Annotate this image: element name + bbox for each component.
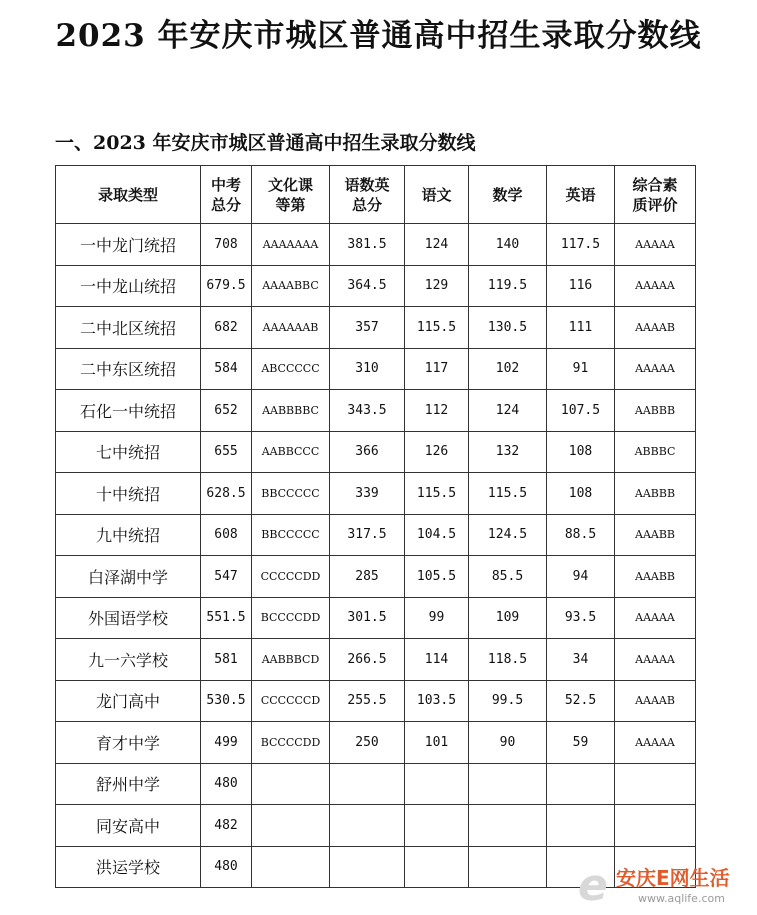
table-cell: 119.5 bbox=[469, 265, 547, 307]
table-cell: 102 bbox=[469, 348, 547, 390]
table-cell: 381.5 bbox=[330, 224, 405, 266]
table-cell: 85.5 bbox=[469, 556, 547, 598]
column-header bbox=[56, 166, 201, 224]
table-cell: 117.5 bbox=[547, 224, 615, 266]
table-cell: 652 bbox=[201, 390, 252, 432]
table-cell: 育才中学 bbox=[56, 722, 201, 764]
table-cell: 112 bbox=[405, 390, 469, 432]
table-cell: 628.5 bbox=[201, 473, 252, 515]
table-cell: BBCCCCC bbox=[252, 473, 330, 515]
table-cell: 115.5 bbox=[405, 307, 469, 349]
table-cell: 250 bbox=[330, 722, 405, 764]
table-cell: 洪运学校 bbox=[56, 846, 201, 888]
table-cell: AAAAA bbox=[615, 639, 696, 681]
table-cell: AAAAA bbox=[615, 265, 696, 307]
table-row bbox=[56, 680, 696, 722]
table-cell: 88.5 bbox=[547, 514, 615, 556]
table-cell: 551.5 bbox=[201, 597, 252, 639]
table-cell: ABBBC bbox=[615, 431, 696, 473]
table-cell: 59 bbox=[547, 722, 615, 764]
table-cell: 同安高中 bbox=[56, 805, 201, 847]
table-row bbox=[56, 639, 696, 681]
table-cell: CCCCCDD bbox=[252, 556, 330, 598]
watermark-logo-icon: e bbox=[578, 860, 608, 911]
table-cell: AAAAA bbox=[615, 722, 696, 764]
page-title: 2023 年安庆市城区普通高中招生录取分数线 bbox=[55, 18, 702, 54]
table-cell: AAABB bbox=[615, 514, 696, 556]
table-cell bbox=[469, 805, 547, 847]
table-cell: CCCCCCD bbox=[252, 680, 330, 722]
table-cell: 366 bbox=[330, 431, 405, 473]
table-cell bbox=[469, 846, 547, 888]
table-cell: 外国语学校 bbox=[56, 597, 201, 639]
table-cell bbox=[330, 763, 405, 805]
table-cell bbox=[547, 763, 615, 805]
table-cell: 116 bbox=[547, 265, 615, 307]
column-header-text: 质评价 bbox=[632, 195, 678, 214]
table-cell: 357 bbox=[330, 307, 405, 349]
table-cell: 117 bbox=[405, 348, 469, 390]
table-cell bbox=[615, 805, 696, 847]
table-cell: 99 bbox=[405, 597, 469, 639]
table-cell bbox=[252, 805, 330, 847]
table-cell: AAAAB bbox=[615, 680, 696, 722]
table-cell: BCCCCDD bbox=[252, 722, 330, 764]
table-cell: 一中龙山统招 bbox=[56, 265, 201, 307]
column-header-text: 语文 bbox=[421, 185, 452, 204]
table-cell: 364.5 bbox=[330, 265, 405, 307]
table-cell: 石化一中统招 bbox=[56, 390, 201, 432]
table-row bbox=[56, 805, 696, 847]
table-cell: 708 bbox=[201, 224, 252, 266]
table-cell: 115.5 bbox=[405, 473, 469, 515]
table-cell: AABBB bbox=[615, 390, 696, 432]
column-header-text: 英语 bbox=[565, 185, 596, 204]
table-cell: 129 bbox=[405, 265, 469, 307]
table-cell: AAAABBC bbox=[252, 265, 330, 307]
table-cell: 126 bbox=[405, 431, 469, 473]
table-cell: BBCCCCC bbox=[252, 514, 330, 556]
watermark-url: www.aqlife.com bbox=[638, 892, 725, 905]
table-cell: 九中统招 bbox=[56, 514, 201, 556]
table-row bbox=[56, 265, 696, 307]
table-cell: AABBBBC bbox=[252, 390, 330, 432]
table-cell: 480 bbox=[201, 846, 252, 888]
site-watermark bbox=[578, 858, 753, 912]
table-cell: 132 bbox=[469, 431, 547, 473]
table-cell: 317.5 bbox=[330, 514, 405, 556]
table-cell bbox=[405, 846, 469, 888]
table-cell: 118.5 bbox=[469, 639, 547, 681]
column-header-text: 数学 bbox=[492, 185, 523, 204]
table-row bbox=[56, 224, 696, 266]
table-cell: 655 bbox=[201, 431, 252, 473]
table-cell: 339 bbox=[330, 473, 405, 515]
table-cell: AAAAA bbox=[615, 348, 696, 390]
table-row bbox=[56, 514, 696, 556]
table-cell: 90 bbox=[469, 722, 547, 764]
table-cell: 龙门高中 bbox=[56, 680, 201, 722]
table-cell: ABCCCCC bbox=[252, 348, 330, 390]
table-cell: 480 bbox=[201, 763, 252, 805]
table-cell: 二中北区统招 bbox=[56, 307, 201, 349]
table-cell: AAAAAAB bbox=[252, 307, 330, 349]
table-cell: 499 bbox=[201, 722, 252, 764]
table-row bbox=[56, 597, 696, 639]
table-cell: 310 bbox=[330, 348, 405, 390]
column-header-text: 等第 bbox=[275, 195, 306, 214]
table-cell: 584 bbox=[201, 348, 252, 390]
table-row bbox=[56, 390, 696, 432]
table-cell: 482 bbox=[201, 805, 252, 847]
table-cell bbox=[330, 805, 405, 847]
column-header bbox=[330, 166, 405, 224]
table-cell bbox=[405, 805, 469, 847]
table-cell bbox=[547, 805, 615, 847]
table-cell: 124 bbox=[405, 224, 469, 266]
table-cell: AAAAA bbox=[615, 224, 696, 266]
column-header bbox=[615, 166, 696, 224]
table-cell: AAAAAAA bbox=[252, 224, 330, 266]
column-header bbox=[405, 166, 469, 224]
table-cell: 682 bbox=[201, 307, 252, 349]
table-cell: AABBCCC bbox=[252, 431, 330, 473]
column-header bbox=[547, 166, 615, 224]
column-header-text: 总分 bbox=[210, 195, 241, 214]
table-cell: 34 bbox=[547, 639, 615, 681]
table-cell: 115.5 bbox=[469, 473, 547, 515]
admission-score-table bbox=[55, 165, 696, 888]
table-cell: 99.5 bbox=[469, 680, 547, 722]
table-cell: 530.5 bbox=[201, 680, 252, 722]
section-heading: 一、2023 年安庆市城区普通高中招生录取分数线 bbox=[55, 132, 476, 154]
table-cell bbox=[615, 763, 696, 805]
table-cell: 108 bbox=[547, 431, 615, 473]
table-cell: 二中东区统招 bbox=[56, 348, 201, 390]
table-cell: 608 bbox=[201, 514, 252, 556]
column-header-text: 录取类型 bbox=[97, 185, 158, 204]
table-cell bbox=[469, 763, 547, 805]
table-cell: 91 bbox=[547, 348, 615, 390]
table-row bbox=[56, 431, 696, 473]
table-cell: 111 bbox=[547, 307, 615, 349]
table-cell bbox=[252, 846, 330, 888]
table-cell: 白泽湖中学 bbox=[56, 556, 201, 598]
table-cell: 93.5 bbox=[547, 597, 615, 639]
watermark-site-name: 安庆E网生活 bbox=[616, 866, 730, 890]
table-cell: 343.5 bbox=[330, 390, 405, 432]
column-header-text: 文化课 bbox=[267, 175, 313, 194]
table-header-row bbox=[56, 166, 696, 224]
table-row bbox=[56, 763, 696, 805]
table-cell: 124 bbox=[469, 390, 547, 432]
table-cell bbox=[252, 763, 330, 805]
table-cell: 255.5 bbox=[330, 680, 405, 722]
column-header-text: 综合素 bbox=[632, 175, 678, 194]
table-cell: 581 bbox=[201, 639, 252, 681]
table-cell: 舒州中学 bbox=[56, 763, 201, 805]
table-cell: 114 bbox=[405, 639, 469, 681]
column-header bbox=[201, 166, 252, 224]
table-cell: 104.5 bbox=[405, 514, 469, 556]
table-cell: 107.5 bbox=[547, 390, 615, 432]
table-row bbox=[56, 307, 696, 349]
table-cell bbox=[405, 763, 469, 805]
column-header-text: 语数英 bbox=[344, 175, 390, 194]
column-header-text: 中考 bbox=[210, 175, 241, 194]
column-header-text: 总分 bbox=[351, 195, 382, 214]
table-row bbox=[56, 348, 696, 390]
table-cell: 108 bbox=[547, 473, 615, 515]
table-cell: 285 bbox=[330, 556, 405, 598]
table-cell: 52.5 bbox=[547, 680, 615, 722]
table-cell: AABBB bbox=[615, 473, 696, 515]
table-cell: 301.5 bbox=[330, 597, 405, 639]
table-cell: 105.5 bbox=[405, 556, 469, 598]
table-cell: 124.5 bbox=[469, 514, 547, 556]
column-header bbox=[252, 166, 330, 224]
table-cell: 140 bbox=[469, 224, 547, 266]
table-cell: 547 bbox=[201, 556, 252, 598]
table-cell: 九一六学校 bbox=[56, 639, 201, 681]
table-cell: 一中龙门统招 bbox=[56, 224, 201, 266]
table-cell: BCCCCDD bbox=[252, 597, 330, 639]
table-cell: 103.5 bbox=[405, 680, 469, 722]
table-cell: AAAAB bbox=[615, 307, 696, 349]
table-row bbox=[56, 722, 696, 764]
table-cell: AAAAA bbox=[615, 597, 696, 639]
table-cell: 101 bbox=[405, 722, 469, 764]
column-header bbox=[469, 166, 547, 224]
table-cell: 十中统招 bbox=[56, 473, 201, 515]
table-cell: 七中统招 bbox=[56, 431, 201, 473]
table-row bbox=[56, 473, 696, 515]
table-row bbox=[56, 556, 696, 598]
table-cell: 94 bbox=[547, 556, 615, 598]
table-cell bbox=[330, 846, 405, 888]
table-cell: AABBBCD bbox=[252, 639, 330, 681]
table-cell: 266.5 bbox=[330, 639, 405, 681]
table-cell: 130.5 bbox=[469, 307, 547, 349]
table-cell: 109 bbox=[469, 597, 547, 639]
table-cell: 679.5 bbox=[201, 265, 252, 307]
table-cell: AAABB bbox=[615, 556, 696, 598]
